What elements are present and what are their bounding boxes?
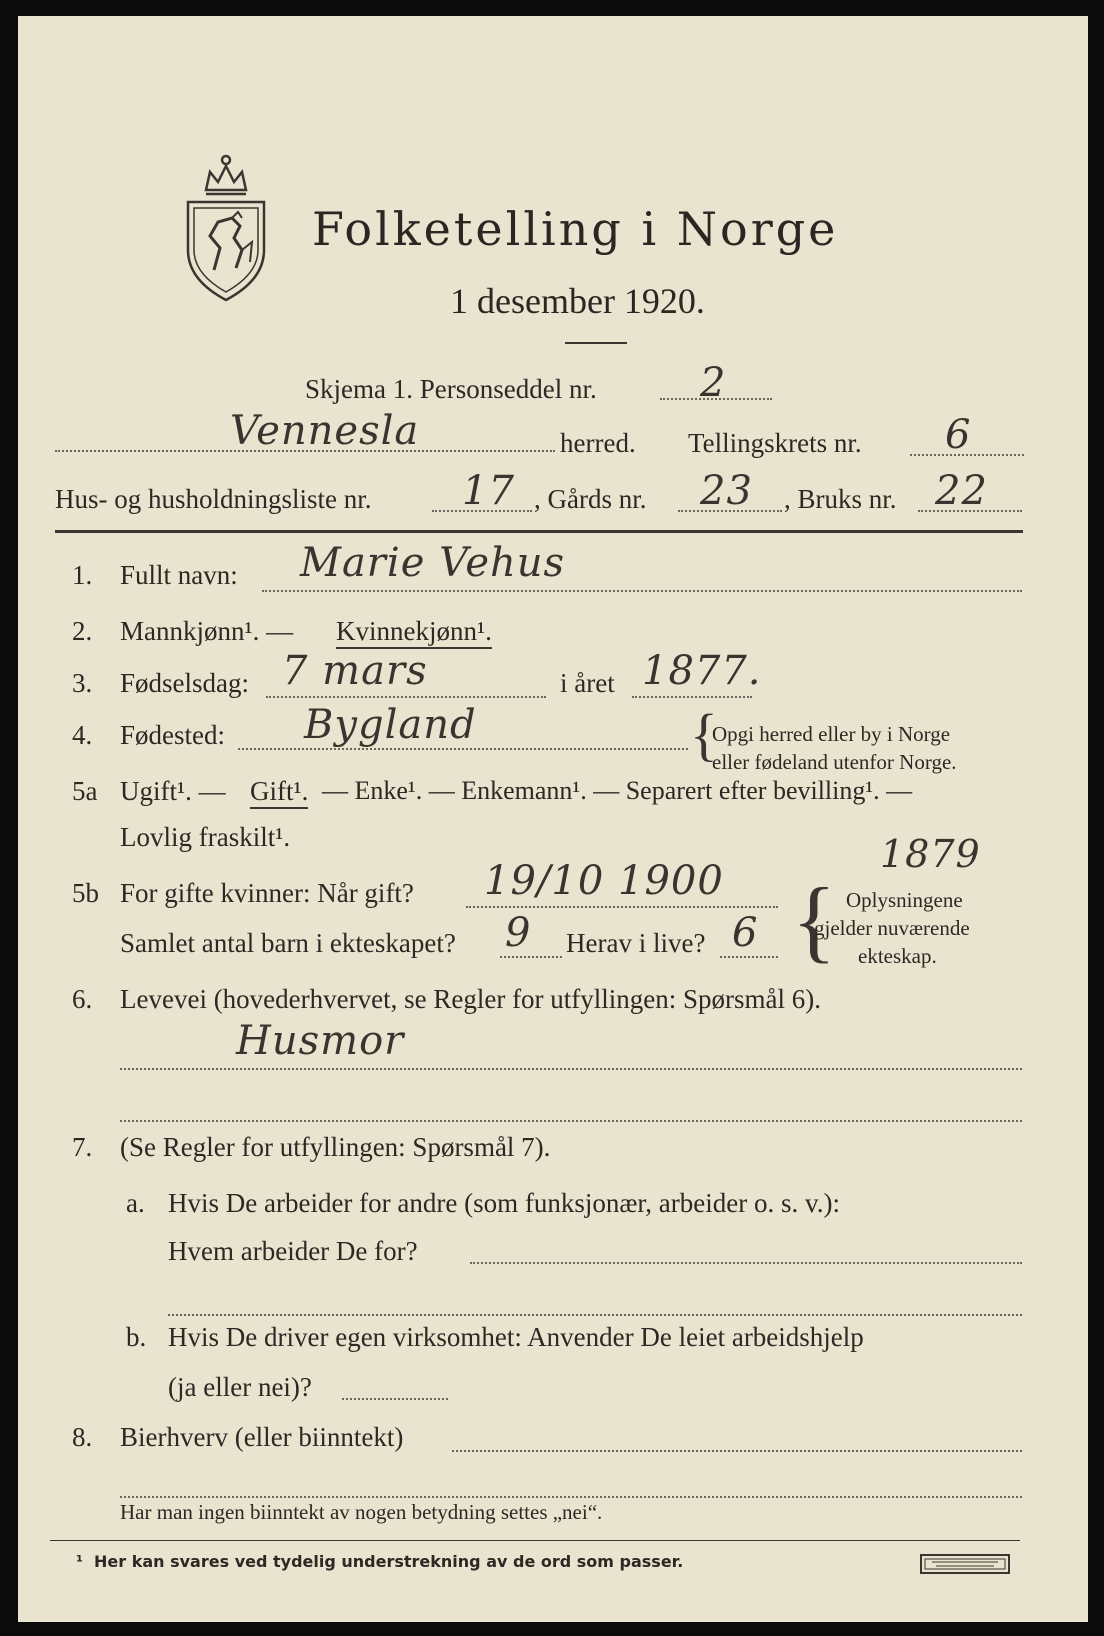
footnote-rule xyxy=(50,1540,1020,1541)
husholdningsliste-value[interactable]: 17 xyxy=(462,468,515,514)
bruks-label: , Bruks nr. xyxy=(784,484,897,514)
q2-mann: Mannkjønn¹. — xyxy=(120,616,294,646)
q3-year-label: i året xyxy=(560,668,615,698)
q6-number: 6. xyxy=(72,984,93,1014)
q7b-line1: Hvis De driver egen virksomhet: Anvender De leiet arbeidshjelp xyxy=(168,1322,864,1352)
birthplace-value[interactable]: Bygland xyxy=(304,702,477,748)
personseddel-value[interactable]: 2 xyxy=(700,360,727,406)
marriage-date-value[interactable]: 19/10 1900 xyxy=(484,858,724,904)
q5b-number: 5b xyxy=(72,878,99,908)
q3-day-line xyxy=(266,696,546,698)
q5a-number: 5a xyxy=(72,776,98,806)
footnote-text: Her kan svares ved tydelig understrekning av de ord som passer. xyxy=(94,1552,684,1571)
q5b-note-line2: gjelder nuværende xyxy=(814,916,970,940)
margin-note-value: 1879 xyxy=(880,832,981,876)
children-count-value[interactable]: 9 xyxy=(505,910,532,956)
q5b-note-line3: ekteskap. xyxy=(858,944,937,968)
q1-number: 1. xyxy=(72,560,93,590)
q5b-gift-label: For gifte kvinner: Når gift? xyxy=(120,878,414,908)
herred-value[interactable]: Vennesla xyxy=(230,408,420,454)
children-alive-value[interactable]: 6 xyxy=(732,910,759,956)
q6-label: Levevei (hovederhvervet, se Regler for utfyllingen: Spørsmål 6). xyxy=(120,984,822,1014)
title-rule xyxy=(565,342,627,344)
q3-year-line xyxy=(632,696,752,698)
printer-stamp-icon xyxy=(920,1554,1010,1574)
q3-label: Fødselsdag: xyxy=(120,668,250,698)
q5b-barn-label: Samlet antal barn i ekteskapet? xyxy=(120,928,456,958)
q4-label: Fødested: xyxy=(120,720,225,750)
q7a-answer-line2[interactable] xyxy=(168,1314,1022,1316)
q5b-live-label: Herav i live? xyxy=(566,928,706,958)
herred-label: herred. xyxy=(560,428,636,458)
census-date: 1 desember 1920. xyxy=(450,281,705,321)
norwegian-coat-of-arms-icon xyxy=(180,150,272,310)
full-name-value[interactable]: Marie Vehus xyxy=(300,540,566,586)
footnote-mark: ¹ xyxy=(76,1552,84,1571)
birth-day-value[interactable]: 7 mars xyxy=(282,648,428,694)
q5a-gift-underlined[interactable]: Gift¹. xyxy=(250,776,308,809)
header-divider xyxy=(55,530,1023,533)
q5b-barn-line xyxy=(500,956,562,958)
form-title: Folketelling i Norge xyxy=(312,202,839,256)
q8-label: Bierhverv (eller biinntekt) xyxy=(120,1422,404,1452)
q6-line2 xyxy=(120,1120,1022,1122)
q7b-letter: b. xyxy=(126,1322,147,1352)
q7a-line1: Hvis De arbeider for andre (som funksjonær, arbeider o. s. v.): xyxy=(168,1188,840,1218)
skjema-label: Skjema 1. Personseddel nr. xyxy=(305,374,597,404)
nei-note: Har man ingen biinntekt av nogen betydning settes „nei“. xyxy=(120,1500,603,1524)
gards-value[interactable]: 23 xyxy=(700,468,753,514)
q5a-ugift: Ugift¹. — xyxy=(120,776,226,806)
tellingskrets-value[interactable]: 6 xyxy=(945,412,972,458)
q7-label: (Se Regler for utfyllingen: Spørsmål 7). xyxy=(120,1132,551,1162)
q4-brace: { xyxy=(690,702,718,767)
tellingskrets-label: Tellingskrets nr. xyxy=(688,428,862,458)
q3-number: 3. xyxy=(72,668,93,698)
q7b-answer-line[interactable] xyxy=(342,1398,448,1400)
q4-note-line1: Opgi herred eller by i Norge xyxy=(712,722,951,746)
q4-line xyxy=(238,748,688,750)
q4-number: 4. xyxy=(72,720,93,750)
q1-line xyxy=(262,590,1022,592)
q5a-rest: — Enke¹. — Enkemann¹. — Separert efter bevilling¹. — xyxy=(322,776,913,805)
q2-kvinne-underlined[interactable]: Kvinnekjønn¹. xyxy=(336,616,492,649)
q6-line1 xyxy=(120,1068,1022,1070)
q8-answer-line1[interactable] xyxy=(452,1450,1022,1452)
gards-label: , Gårds nr. xyxy=(534,484,647,514)
q7a-letter: a. xyxy=(126,1188,145,1218)
q8-answer-line2[interactable] xyxy=(120,1496,1022,1498)
q5a-line2: Lovlig fraskilt¹. xyxy=(120,822,291,852)
q5b-note-line1: Oplysningene xyxy=(846,888,963,912)
q1-label: Fullt navn: xyxy=(120,560,238,590)
q5b-brace: { xyxy=(792,869,837,971)
q5b-gift-line xyxy=(466,906,778,908)
q7a-answer-line1[interactable] xyxy=(470,1262,1022,1264)
q7b-line2: (ja eller nei)? xyxy=(168,1372,312,1402)
q4-note-line2: eller fødeland utenfor Norge. xyxy=(712,750,957,774)
husholdningsliste-label: Hus- og husholdningsliste nr. xyxy=(55,484,372,514)
bruks-value[interactable]: 22 xyxy=(935,468,988,514)
occupation-value[interactable]: Husmor xyxy=(236,1018,405,1064)
q2-number: 2. xyxy=(72,616,93,646)
q7-number: 7. xyxy=(72,1132,93,1162)
q5b-live-line xyxy=(720,956,778,958)
q8-number: 8. xyxy=(72,1422,93,1452)
birth-year-value[interactable]: 1877. xyxy=(642,648,762,694)
q7a-line2: Hvem arbeider De for? xyxy=(168,1236,418,1266)
